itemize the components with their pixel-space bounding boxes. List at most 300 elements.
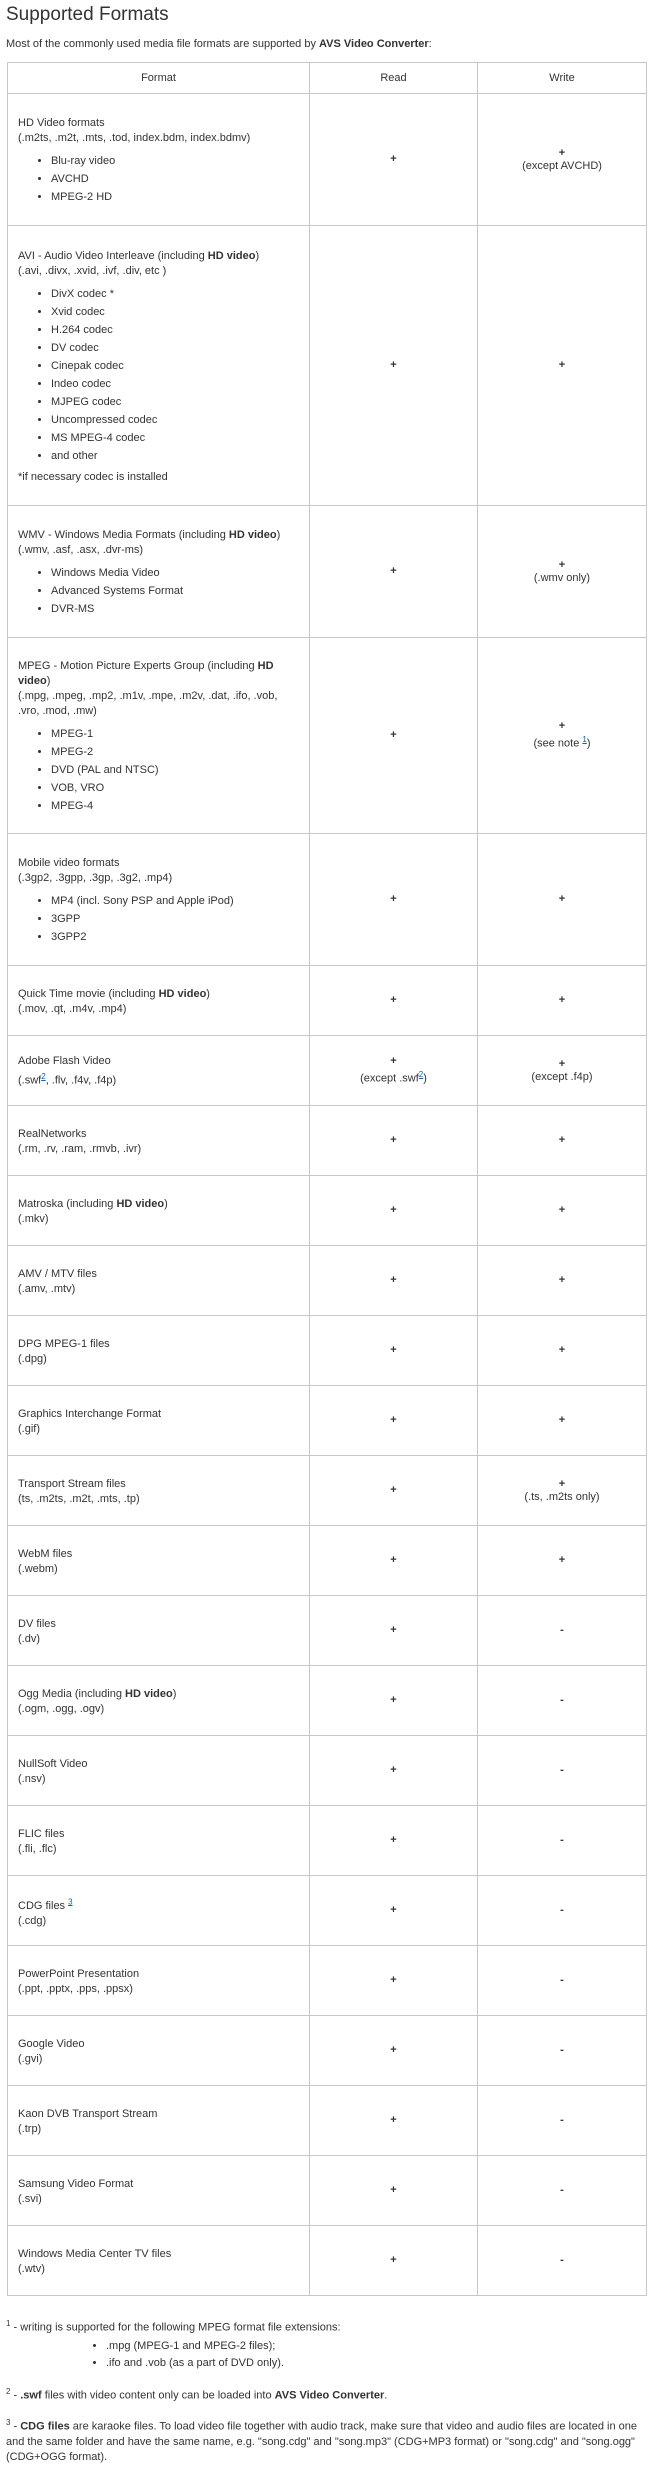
list-item: • Uncompressed codec: [51, 411, 299, 429]
format-name: [18, 1055, 111, 1067]
format-extensions: [18, 689, 299, 719]
format-cell: [8, 1946, 310, 2016]
format-name: [18, 2108, 157, 2120]
format-name-suffix: ): [46, 674, 51, 687]
format-name-text: WMV - Windows Media Formats (including: [18, 528, 229, 541]
write-note-text: (see note: [533, 737, 583, 750]
format-sublist: [18, 892, 299, 946]
list-item: • MJPEG codec: [51, 393, 299, 411]
format-name: [18, 1268, 97, 1280]
write-value: +: [558, 359, 566, 371]
table-row: [8, 1176, 647, 1246]
write-value: -: [560, 1904, 564, 1916]
footnote-link[interactable]: 2: [418, 1070, 424, 1080]
format-name: [18, 1478, 126, 1490]
extensions-text: (.gvi): [18, 2052, 43, 2065]
write-cell: [478, 1736, 647, 1806]
footnote-3: [6, 2415, 653, 2465]
read-value: +: [390, 153, 397, 165]
format-name: [18, 1198, 168, 1210]
format-cell: [8, 1246, 310, 1316]
format-name-text: Kaon DVB Transport Stream: [18, 2107, 158, 2120]
write-value: +: [558, 720, 566, 733]
write-value: -: [560, 1834, 564, 1846]
extensions-text: (.mkv): [18, 1212, 49, 1225]
format-extensions: [18, 131, 299, 146]
footnote-3-text: are karaoke files. To load video file together with audio track, make sure that video and audio files are located in one and the same folder and have the same name, e.g. "song.cdg" and "song.mp3" (CDG+MP3 format) or "song.cdg" and "song.ogg" (CDG+OGG format).: [6, 2420, 637, 2463]
format-cell: [8, 94, 310, 226]
read-value: +: [390, 565, 397, 577]
read-value: +: [390, 1134, 397, 1146]
format-name: [18, 1338, 110, 1350]
list-item: • Indeo codec: [51, 375, 299, 393]
format-name-text: MPEG - Motion Picture Experts Group (including: [18, 659, 258, 672]
extensions-text: (.wtv): [18, 2262, 45, 2275]
read-cell: [310, 2156, 478, 2226]
read-value: +: [390, 1204, 397, 1216]
format-name: [18, 988, 210, 1000]
format-name-text: CDG files: [18, 1899, 69, 1912]
extensions-text: (.webm): [18, 1562, 58, 1575]
format-extensions: [18, 1702, 299, 1717]
write-cell: [478, 1316, 647, 1386]
table-row: [8, 2086, 647, 2156]
extensions-text: (.dpg): [18, 1352, 47, 1365]
list-item: • Advanced Systems Format: [51, 582, 299, 600]
read-value: +: [390, 2044, 397, 2056]
format-extensions: [18, 543, 299, 558]
format-cell: [8, 1596, 310, 1666]
format-name-text: Transport Stream files: [18, 1477, 126, 1490]
table-row: [8, 1246, 647, 1316]
write-cell: [478, 834, 647, 966]
read-cell: [310, 1106, 478, 1176]
write-value: +: [558, 1414, 566, 1426]
write-note-text: (.ts, .m2ts only): [524, 1490, 600, 1503]
list-item: • 3GPP2: [51, 928, 299, 946]
extensions-text: (.fli, .flc): [18, 1842, 57, 1855]
format-name-text: Mobile video formats: [18, 856, 120, 869]
intro-before: Most of the commonly used media file formats are supported by: [6, 38, 320, 50]
read-note-after: ): [423, 1072, 427, 1085]
extensions-text: (.avi, .divx, .xvid, .ivf, .div, etc ): [18, 264, 167, 277]
read-value: +: [390, 1414, 397, 1426]
format-name-text: Ogg Media (including: [18, 1687, 126, 1700]
format-name: [18, 1618, 56, 1630]
footnote-3-bold: CDG files: [20, 2420, 70, 2433]
table-row: [8, 966, 647, 1036]
format-name: [18, 1758, 88, 1770]
write-cell: [478, 1106, 647, 1176]
format-cell: [8, 834, 310, 966]
extensions-text: (.swf: [18, 1074, 42, 1087]
format-name: [18, 529, 280, 541]
header-read: Read: [310, 63, 478, 94]
list-item: • VOB, VRO: [51, 779, 299, 797]
read-value: +: [390, 1694, 397, 1706]
extensions-text: (ts, .m2ts, .m2t, .mts, .tp): [18, 1492, 140, 1505]
list-item: • Cinepak codec: [51, 357, 299, 375]
format-name-text: PowerPoint Presentation: [18, 1967, 140, 1980]
format-cell: [8, 2156, 310, 2226]
table-row: [8, 638, 647, 834]
list-item: • MPEG-2 HD: [51, 188, 299, 206]
read-value: +: [390, 1764, 397, 1776]
list-item: • and other: [51, 447, 299, 465]
format-cell: [8, 966, 310, 1036]
table-row: [8, 1386, 647, 1456]
format-cell: [8, 1806, 310, 1876]
read-cell: [310, 1876, 478, 1946]
write-value: -: [560, 1764, 564, 1776]
extensions-text: (.trp): [18, 2122, 42, 2135]
format-extensions: [18, 1492, 299, 1507]
write-value: +: [558, 1134, 566, 1146]
write-cell: [478, 1176, 647, 1246]
read-value: +: [390, 1274, 397, 1286]
format-name-text: Adobe Flash Video: [18, 1055, 111, 1068]
write-note: [478, 1071, 646, 1084]
table-row: [8, 2156, 647, 2226]
format-extensions: [18, 1069, 299, 1089]
write-value: +: [558, 1477, 566, 1490]
write-cell: [478, 1946, 647, 2016]
format-sublist: [18, 564, 299, 618]
table-row: [8, 1596, 647, 1666]
write-cell: [478, 1036, 647, 1106]
footnote-2-bold: .swf: [20, 2389, 42, 2402]
format-extensions: [18, 2192, 299, 2207]
intro-after: :: [428, 38, 432, 50]
format-sublist: [18, 725, 299, 815]
read-cell: [310, 1176, 478, 1246]
format-name: [18, 1897, 73, 1912]
format-name: [18, 660, 274, 687]
format-name: [18, 857, 120, 869]
list-item: • DVR-MS: [51, 600, 299, 618]
extensions-text: (.3gp2, .3gpp, .3gp, .3g2, .mp4): [18, 871, 173, 884]
format-extensions: [18, 1212, 299, 1227]
write-value: +: [558, 1057, 566, 1070]
format-cell: [8, 1106, 310, 1176]
list-item: • Blu-ray video: [51, 152, 299, 170]
read-value: +: [390, 1484, 397, 1496]
format-name: [18, 1128, 86, 1140]
footnote-3-number: 3: [6, 2418, 11, 2428]
read-cell: [310, 2086, 478, 2156]
format-name-text: Graphics Interchange Format: [18, 1407, 162, 1420]
table-row: [8, 2226, 647, 2296]
format-name-text: Quick Time movie (including: [18, 987, 159, 1000]
extensions-text: (.dv): [18, 1632, 40, 1645]
write-value: +: [558, 893, 566, 905]
read-cell: [310, 94, 478, 226]
list-item: • MS MPEG-4 codec: [51, 429, 299, 447]
write-cell: [478, 966, 647, 1036]
read-cell: [310, 1596, 478, 1666]
list-item: • AVCHD: [51, 170, 299, 188]
list-item: • MPEG-1: [51, 725, 299, 743]
list-item: • DVD (PAL and NTSC): [51, 761, 299, 779]
table-row: [8, 1876, 647, 1946]
extensions-text: (.wmv, .asf, .asx, .dvr-ms): [18, 543, 144, 556]
format-note: *if necessary codec is installed: [18, 470, 168, 483]
footnote-2-mid: files with video content only can be loaded into: [41, 2389, 275, 2402]
format-extensions: [18, 1422, 299, 1437]
footnote-link[interactable]: 1: [582, 735, 587, 745]
format-extensions: [18, 1982, 299, 1997]
write-cell: [478, 1806, 647, 1876]
format-extensions: [18, 1842, 299, 1857]
read-value: +: [390, 729, 397, 741]
intro-text: [6, 37, 653, 51]
table-row: [8, 226, 647, 506]
read-value: +: [390, 1624, 397, 1636]
format-name: [18, 2178, 133, 2190]
list-item: • MPEG-2: [51, 743, 299, 761]
write-cell: [478, 1386, 647, 1456]
footnote-2-post: .: [384, 2389, 388, 2402]
format-cell: [8, 506, 310, 638]
read-cell: [310, 1316, 478, 1386]
format-name: [18, 117, 105, 129]
write-value: -: [560, 1974, 564, 1986]
footnote-1-number: 1: [6, 2319, 11, 2328]
write-cell: [478, 2156, 647, 2226]
write-cell: [478, 1526, 647, 1596]
read-value: +: [390, 994, 397, 1006]
header-write: Write: [478, 63, 647, 94]
list-item: • Xvid codec: [51, 303, 299, 321]
format-name-bold: HD video: [228, 528, 277, 541]
read-value: +: [390, 1554, 397, 1566]
table-row: [8, 834, 647, 966]
format-name-text: Google Video: [18, 2037, 85, 2050]
read-cell: [310, 2226, 478, 2296]
format-extensions: [18, 1914, 299, 1929]
format-name-text: Samsung Video Format: [18, 2177, 134, 2190]
footnotes: [6, 2316, 653, 2465]
read-cell: [310, 506, 478, 638]
table-row: [8, 94, 647, 226]
write-value: +: [558, 558, 566, 571]
format-extensions: [18, 871, 299, 886]
format-extensions: [18, 1352, 299, 1367]
footnote-1-item: • .ifo and .vob (as a part of DVD only).: [106, 2355, 653, 2372]
format-cell: [8, 1666, 310, 1736]
extensions-text: (.rm, .rv, .ram, .rmvb, .ivr): [18, 1142, 142, 1155]
read-value: +: [390, 1055, 397, 1068]
table-row: [8, 506, 647, 638]
write-value: -: [560, 2044, 564, 2056]
write-value: -: [560, 2184, 564, 2196]
write-value: -: [560, 1694, 564, 1706]
extensions-text: (.mpg, .mpeg, .mp2, .m1v, .mpe, .m2v, .dat, .ifo, .vob, .vro, .mod, .mw): [18, 689, 278, 717]
write-cell: [478, 1666, 647, 1736]
read-value: +: [390, 2184, 397, 2196]
format-cell: [8, 226, 310, 506]
format-name-text: AMV / MTV files: [18, 1267, 97, 1280]
list-item: • Windows Media Video: [51, 564, 299, 582]
format-name: [18, 1968, 139, 1980]
list-item: • H.264 codec: [51, 321, 299, 339]
format-extensions: [18, 1142, 299, 1157]
format-cell: [8, 2086, 310, 2156]
format-name-suffix: ): [164, 1197, 168, 1210]
footnote-2-pre: -: [10, 2389, 21, 2402]
table-row: [8, 1806, 647, 1876]
read-cell: [310, 1456, 478, 1526]
list-item: • MP4 (incl. Sony PSP and Apple iPod): [51, 892, 299, 910]
format-extensions: [18, 2262, 299, 2277]
read-value: +: [390, 2114, 397, 2126]
write-value: +: [558, 1204, 566, 1216]
table-row: [8, 1666, 647, 1736]
read-value: +: [390, 1974, 397, 1986]
format-cell: [8, 1526, 310, 1596]
read-note-text: (except .swf: [360, 1072, 419, 1085]
format-extensions: [18, 1002, 299, 1017]
write-value: -: [560, 2254, 564, 2266]
list-item: • MPEG-4: [51, 797, 299, 815]
format-extensions: [18, 2052, 299, 2067]
read-value: +: [390, 893, 397, 905]
extensions-text: (.amv, .mtv): [18, 1282, 76, 1295]
format-name-bold: HD video: [158, 987, 207, 1000]
footnote-link[interactable]: 3: [68, 1897, 73, 1907]
table-row: [8, 1316, 647, 1386]
write-value: -: [560, 2114, 564, 2126]
format-extensions: [18, 1772, 299, 1787]
table-row: [8, 1526, 647, 1596]
format-cell: [8, 1456, 310, 1526]
write-cell: [478, 2016, 647, 2086]
write-cell: [478, 2086, 647, 2156]
page-title: Supported Formats: [6, 4, 169, 25]
format-name: [18, 1828, 64, 1840]
format-name-suffix: ): [206, 987, 210, 1000]
write-cell: [478, 1246, 647, 1316]
footnote-link[interactable]: 2: [41, 1072, 46, 1082]
format-name-bold: HD video: [116, 1197, 165, 1210]
extensions-text: (.m2ts, .m2t, .mts, .tod, index.bdm, index.bdmv): [18, 131, 251, 144]
write-cell: [478, 226, 647, 506]
format-sublist: [18, 285, 299, 465]
format-name-suffix: ): [172, 1687, 177, 1700]
format-name: [18, 2038, 84, 2050]
format-name-text: DV files: [18, 1617, 56, 1630]
format-name-text: Windows Media Center TV files: [18, 2247, 172, 2260]
format-cell: [8, 1736, 310, 1806]
format-cell: [8, 1386, 310, 1456]
write-note-text: (except .f4p): [531, 1070, 593, 1083]
write-cell: [478, 94, 647, 226]
read-cell: [310, 1036, 478, 1106]
write-cell: [478, 1876, 647, 1946]
format-name-text: DPG MPEG-1 files: [18, 1337, 110, 1350]
read-note: [310, 1068, 477, 1086]
format-cell: [8, 638, 310, 834]
format-cell: [8, 1036, 310, 1106]
write-cell: [478, 638, 647, 834]
read-cell: [310, 1246, 478, 1316]
extensions-text: (.svi): [18, 2192, 42, 2205]
format-name: [18, 2248, 171, 2260]
read-value: +: [390, 1904, 397, 1916]
write-note: [478, 733, 646, 751]
read-value: +: [390, 2254, 397, 2266]
write-cell: [478, 2226, 647, 2296]
format-extensions: [18, 1562, 299, 1577]
write-value: +: [558, 1274, 566, 1286]
format-name-bold: HD video: [125, 1687, 173, 1700]
table-row: [8, 1036, 647, 1106]
format-extensions: [18, 1282, 299, 1297]
format-name-text: RealNetworks: [18, 1127, 87, 1140]
list-item: • DV codec: [51, 339, 299, 357]
read-cell: [310, 1386, 478, 1456]
read-cell: [310, 2016, 478, 2086]
read-value: +: [390, 1834, 397, 1846]
format-name-suffix: ): [276, 528, 281, 541]
extensions-text: (.cdg): [18, 1914, 47, 1927]
footnote-2: [6, 2384, 653, 2404]
read-cell: [310, 226, 478, 506]
write-value: -: [560, 1624, 564, 1636]
format-name-suffix: ): [255, 249, 260, 262]
format-cell: [8, 1176, 310, 1246]
read-value: +: [390, 1344, 397, 1356]
extensions-text: (.ppt, .pptx, .pps, .ppsx): [18, 1982, 133, 1995]
write-note: [478, 160, 646, 173]
format-cell: [8, 1876, 310, 1946]
format-name-text: AVI - Audio Video Interleave (including: [18, 249, 208, 262]
write-cell: [478, 506, 647, 638]
write-note-text: (.wmv only): [533, 571, 591, 584]
table-row: [8, 2016, 647, 2086]
read-cell: [310, 966, 478, 1036]
format-cell: [8, 2226, 310, 2296]
footnote-1: [6, 2316, 653, 2372]
table-row: [8, 1456, 647, 1526]
format-extensions: [18, 1632, 299, 1647]
format-sublist: [18, 152, 299, 206]
read-cell: [310, 1806, 478, 1876]
extensions-text: (.gif): [18, 1422, 40, 1435]
write-note: [478, 1491, 646, 1504]
format-extensions: [18, 264, 299, 279]
extensions-text: (.mov, .qt, .m4v, .mp4): [18, 1002, 127, 1015]
format-cell: [8, 2016, 310, 2086]
write-cell: [478, 1596, 647, 1666]
write-value: +: [558, 994, 566, 1006]
format-cell: [8, 1316, 310, 1386]
format-name-bold: HD video: [207, 249, 256, 262]
formats-table: [7, 62, 647, 2296]
format-name-text: HD Video formats: [18, 116, 105, 129]
write-value: +: [558, 1554, 566, 1566]
read-cell: [310, 638, 478, 834]
format-name-text: NullSoft Video: [18, 1757, 88, 1770]
format-extensions: [18, 2122, 299, 2137]
write-value: +: [558, 1344, 566, 1356]
format-name-text: FLIC files: [18, 1827, 65, 1840]
format-name: [18, 1688, 176, 1700]
write-cell: [478, 1456, 647, 1526]
footnote-1-item: • .mpg (MPEG-1 and MPEG-2 files);: [106, 2338, 653, 2355]
write-value: +: [558, 146, 566, 159]
table-row: [8, 1946, 647, 2016]
